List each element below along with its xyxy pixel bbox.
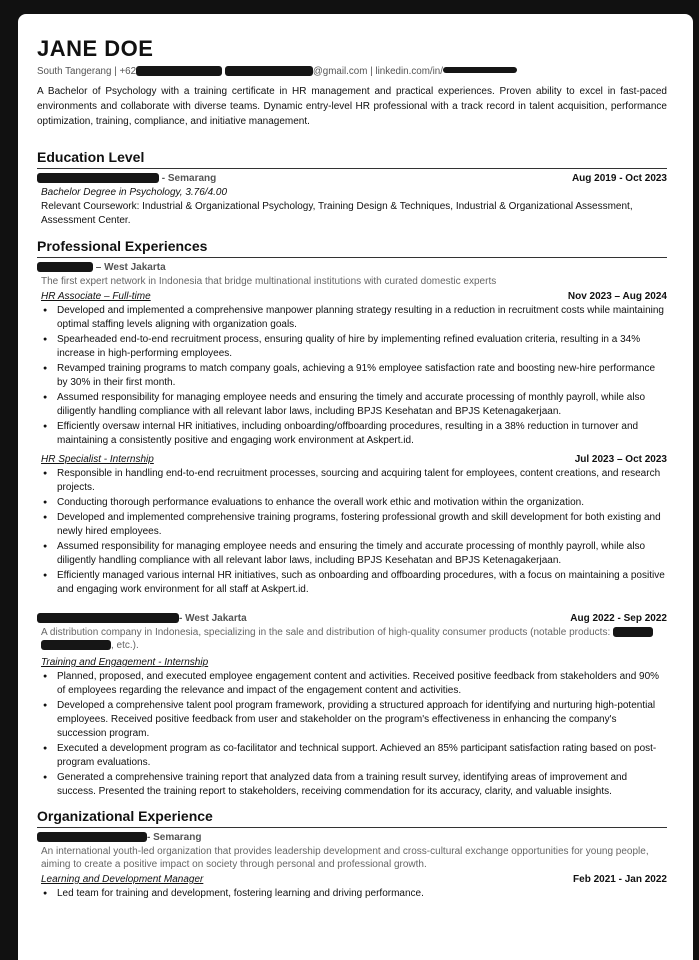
email-domain: @gmail.com | <box>312 66 373 77</box>
company2-bullets <box>37 670 667 799</box>
bullet: ● Spearheaded end-to-end recruitment process, ensuring quality of hire by implementing refined evaluation criteria, resulting in a 34% increase in high-performing employees. <box>57 333 667 361</box>
bullet: ● Developed and implemented a comprehensive manpower planning strategy resulting in a reduction in recruitment costs while maintaining optimal staffing levels aligning with organization goals. <box>57 304 667 332</box>
company2-description-text: A distribution company in Indonesia, specializing in the sale and distribution of high-quality consumer products (notable products: <box>41 627 611 638</box>
redacted-organization <box>37 832 147 842</box>
company2-location: - West Jakarta <box>179 613 247 624</box>
bullet: ● Revamped training programs to match company goals, achieving a 91% employee satisfaction rate and boosting new-hire performance by 30% in their first month. <box>57 362 667 390</box>
organization-bullets <box>37 887 667 901</box>
redacted-products-2 <box>41 640 111 650</box>
bullet: ● Responsible in handling end-to-end recruitment processes, sourcing and acquiring talent for employees, content creations, and research projects. <box>57 467 667 495</box>
organization-role-title: Learning and Development Manager <box>41 874 204 885</box>
education-coursework: Relevant Coursework: Industrial & Organizational Psychology, Training Design & Techniques, Industrial & Organizational Assessment, Assessment Center. <box>41 201 633 226</box>
bullet: ● Assumed responsibility for managing employee needs and ensuring the timely and accurate processing of monthly payroll, while also diligently handling compliance with all relevant labor laws, including BPJS Kesehatan and BPJS Ketenagakerjaan. <box>57 540 667 568</box>
resume-page <box>18 14 693 960</box>
company1-description: The first expert network in Indonesia that bridge multinational institutions with curated domestic experts <box>41 276 497 287</box>
phone-prefix: +62 <box>119 66 137 77</box>
education-location: - Semarang <box>161 173 217 184</box>
redacted-university <box>37 173 159 183</box>
summary: A Bachelor of Psychology with a training certificate in HR management and practical experiences. Proven ability to excel in fast-paced environments and collaborate with diverse teams. Dynamic entry-level HR professional with a track record in talent acquisition, performance optimization, training, compliance, and initiative management. <box>37 86 667 127</box>
company2-description <box>41 626 667 652</box>
redacted-company-2 <box>37 613 179 623</box>
linkedin-prefix: linkedin.com/in/ <box>375 66 443 77</box>
role1-title: HR Associate – Full-time <box>41 291 151 302</box>
bullet: ● Generated a comprehensive training report that analyzed data from a training result survey, identifying areas of improvement and success. Presented the training report to stakeholders, receiving commendation for its accuracy, clarity, and valuable insights. <box>57 771 667 799</box>
bullet: ● Executed a development program as co-facilitator and technical support. Achieved an 85% participant satisfaction rating based on post-program evaluations. <box>57 742 667 770</box>
redacted-phone <box>136 66 222 76</box>
organization-date: Feb 2021 - Jan 2022 <box>573 874 667 885</box>
candidate-name: JANE DOE <box>37 36 154 61</box>
bullet: ● Led team for training and development, fostering learning and driving performance. <box>57 887 667 901</box>
bullet: ● Planned, proposed, and executed employee engagement content and activities. Received positive feedback from stakeholders and 90% of employees regarding the relevance and impact of the engagement content and activities. <box>57 670 667 698</box>
bullet: ● Efficiently managed various internal HR initiatives, such as onboarding and offboarding procedures, with a focus on maintaining a positive and engaging work environment for all staff at Askpert.id. <box>57 569 667 597</box>
role2-date: Jul 2023 – Oct 2023 <box>574 454 667 465</box>
redacted-email <box>225 66 313 76</box>
bullet: ● Developed and implemented comprehensive training programs, fostering professional growth and skill development for both existing and newly hired employees. <box>57 511 667 539</box>
role1-date: Nov 2023 – Aug 2024 <box>567 291 667 302</box>
location: South Tangerang | <box>37 66 117 77</box>
organizational-section-title: Organizational Experience <box>37 808 667 828</box>
bullet: ● Efficiently oversaw internal HR initiatives, including onboarding/offboarding procedures, resulting in a 38% reduction in turnover and maintaining a consistently positive and engaging work environment at Askpert.id. <box>57 420 667 448</box>
organization-location: - Semarang <box>147 832 202 843</box>
bullet: ● Developed a comprehensive talent pool program framework, providing a structured approach for identifying and nurturing high-potential employees. Received positive feedback from user and stakeholder on the program's effectiveness in enhancing the company's succession program. <box>57 699 667 741</box>
company1-location: – West Jakarta <box>95 262 166 273</box>
company2-role-title: Training and Engagement - Internship <box>41 657 209 668</box>
contact-line <box>37 66 667 79</box>
company2-description-end: , etc.). <box>111 640 139 651</box>
role2-title: HR Specialist - Internship <box>41 454 154 465</box>
organization-description: An international youth-led organization that provides leadership development and cross-cultural exchange opportunities for young people, aiming to create a positive impact on society through personal and professional growth. <box>41 846 649 870</box>
redacted-company-1 <box>37 262 93 272</box>
education-degree: Bachelor Degree in Psychology, 3.76/4.00 <box>41 187 228 198</box>
education-section-title: Education Level <box>37 149 667 169</box>
redacted-linkedin <box>443 67 517 73</box>
company2-date: Aug 2022 - Sep 2022 <box>570 613 667 624</box>
bullet: ● Assumed responsibility for managing employee needs and ensuring the timely and accurate processing of monthly payroll, while also diligently handling compliance with all relevant labor laws, including BPJS Kesehatan and BPJS Ketenagakerjaan. <box>57 391 667 419</box>
resume-content <box>37 36 667 902</box>
education-date: Aug 2019 - Oct 2023 <box>571 173 667 184</box>
redacted-products <box>613 627 653 637</box>
role2-bullets <box>37 467 667 597</box>
bullet: ● Conducting thorough performance evaluations to enhance the overall work ethic and motivation within the organization. <box>57 496 667 510</box>
experience-section-title: Professional Experiences <box>37 238 667 258</box>
role1-bullets <box>37 304 667 448</box>
